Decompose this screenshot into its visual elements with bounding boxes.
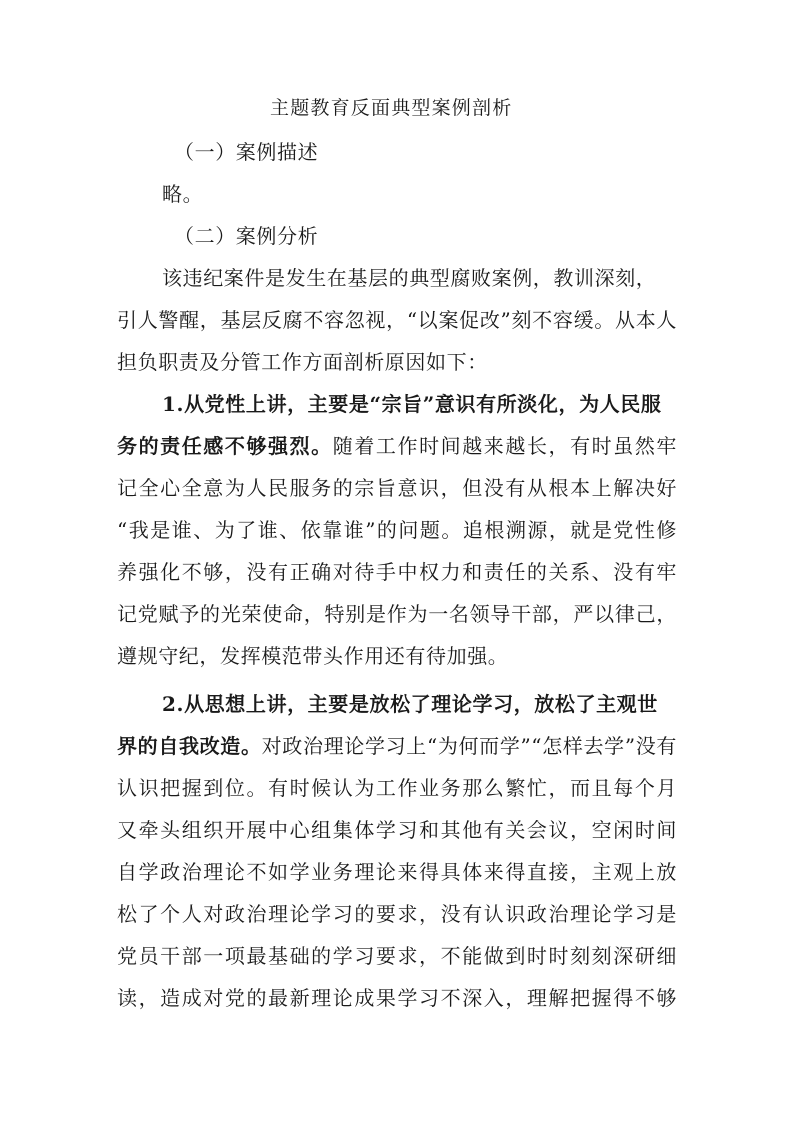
point1-line: 记全心全意为人民服务的宗旨意识，但没有从根本上解决好 (117, 476, 677, 500)
point2-line: 松了个人对政治理论学习的要求，没有认识政治理论学习是 (117, 902, 677, 926)
section-heading-case-analysis: （二）案例分析 (174, 224, 319, 248)
point1-line: 养强化不够，没有正确对待手中权力和责任的关系、没有牢 (117, 560, 677, 584)
point2-line (117, 732, 677, 760)
intro-line: 担负职责及分管工作方面剖析原因如下： (117, 350, 488, 374)
point2-line: 自学政治理论不如学业务理论来得具体来得直接，主观上放 (117, 860, 677, 884)
point2-heading-tail: 界的自我改造。 (117, 734, 262, 758)
point1-heading-line: 1.从党性上讲，主要是“宗旨”意识有所淡化，为人民服 (162, 392, 662, 416)
point2-line: 认识把握到位。有时候认为工作业务那么繁忙，而且每个月 (117, 776, 677, 800)
point2-line: 读，造成对党的最新理论成果学习不深入，理解把握得不够 (117, 986, 677, 1010)
section-heading-case-description: （一）案例描述 (174, 140, 319, 164)
point1-line: “我是谁、为了谁、依靠谁”的问题。追根溯源，就是党性修 (117, 518, 677, 542)
section-text-omitted: 略。 (162, 182, 204, 206)
document-title: 主题教育反面典型案例剖析 (270, 97, 513, 119)
point1-line: 遵规守纪，发挥模范带头作用还有待加强。 (117, 644, 509, 668)
point1-line (117, 432, 677, 460)
point2-line: 党员干部一项最基础的学习要求，不能做到时时刻刻深研细 (117, 944, 677, 968)
point2-line: 又牵头组织开展中心组集体学习和其他有关会议，空闲时间 (117, 818, 677, 842)
point2-line-rest: 对政治理论学习上“为何而学”“怎样去学”没有 (261, 734, 677, 758)
point1-heading-tail: 务的责任感不够强烈。 (117, 434, 333, 458)
point1-line-rest: 随着工作时间越来越长，有时虽然牢 (332, 434, 677, 458)
intro-line: 引人警醒，基层反腐不容忽视，“以案促改”刻不容缓。从本人 (117, 308, 677, 332)
intro-line: 该违纪案件是发生在基层的典型腐败案例，教训深刻， (162, 266, 657, 290)
point1-line: 记党赋予的光荣使命，特别是作为一名领导干部，严以律己， (117, 602, 677, 626)
point2-heading-line: 2.从思想上讲，主要是放松了理论学习，放松了主观世 (162, 692, 658, 716)
